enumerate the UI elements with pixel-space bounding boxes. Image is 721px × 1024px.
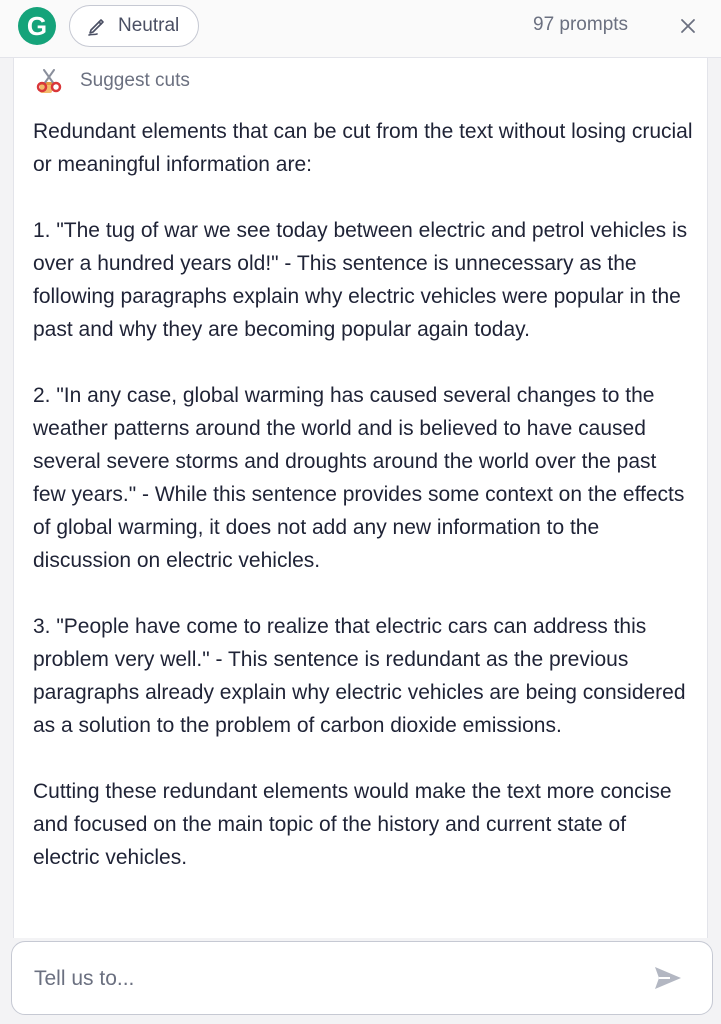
header: [0, 0, 721, 58]
send-icon[interactable]: [652, 962, 684, 994]
response-conclusion: Cutting these redundant elements would make the text more concise and focused on the main topic of the history and current state of electric vehicles.: [33, 780, 672, 869]
tone-label: Neutral: [118, 15, 180, 36]
prompt-label: Suggest cuts: [80, 70, 190, 91]
grammarly-logo: G: [18, 7, 56, 45]
prompt-input-bar: [11, 941, 713, 1015]
scissors-icon: [34, 66, 64, 96]
response-item-3: 3. "People have come to realize that electric cars can address this problem very well." - This sentence is redundant as the previous paragraphs already explain why electric vehicles are being considered as a solution to the problem of carbon dioxide emissions.: [33, 615, 686, 737]
response-panel: [13, 58, 708, 938]
response-text: [33, 115, 693, 907]
pen-icon: [86, 15, 108, 37]
prompts-count: 97 prompts: [533, 14, 629, 35]
tone-selector-button[interactable]: [69, 5, 199, 47]
response-item-1: 1. "The tug of war we see today between electric and petrol vehicles is over a hundred years old!" - This sentence is unnecessary as the following paragraphs explain why electric vehicles were popular in the past and why they are becoming popular again today.: [33, 219, 688, 341]
close-icon[interactable]: [676, 14, 700, 38]
prompt-input[interactable]: [32, 960, 636, 998]
response-item-2: 2. "In any case, global warming has caused several changes to the weather patterns around the world and is believed to have caused several severe storms and droughts around the world over the past few years." - While this sentence provides some context on the effects of global warming, it does not add any new information to the discussion on electric vehicles.: [33, 384, 685, 572]
response-intro: Redundant elements that can be cut from the text without losing crucial or meaningful information are:: [33, 120, 693, 176]
prompt-chip: [34, 66, 190, 96]
